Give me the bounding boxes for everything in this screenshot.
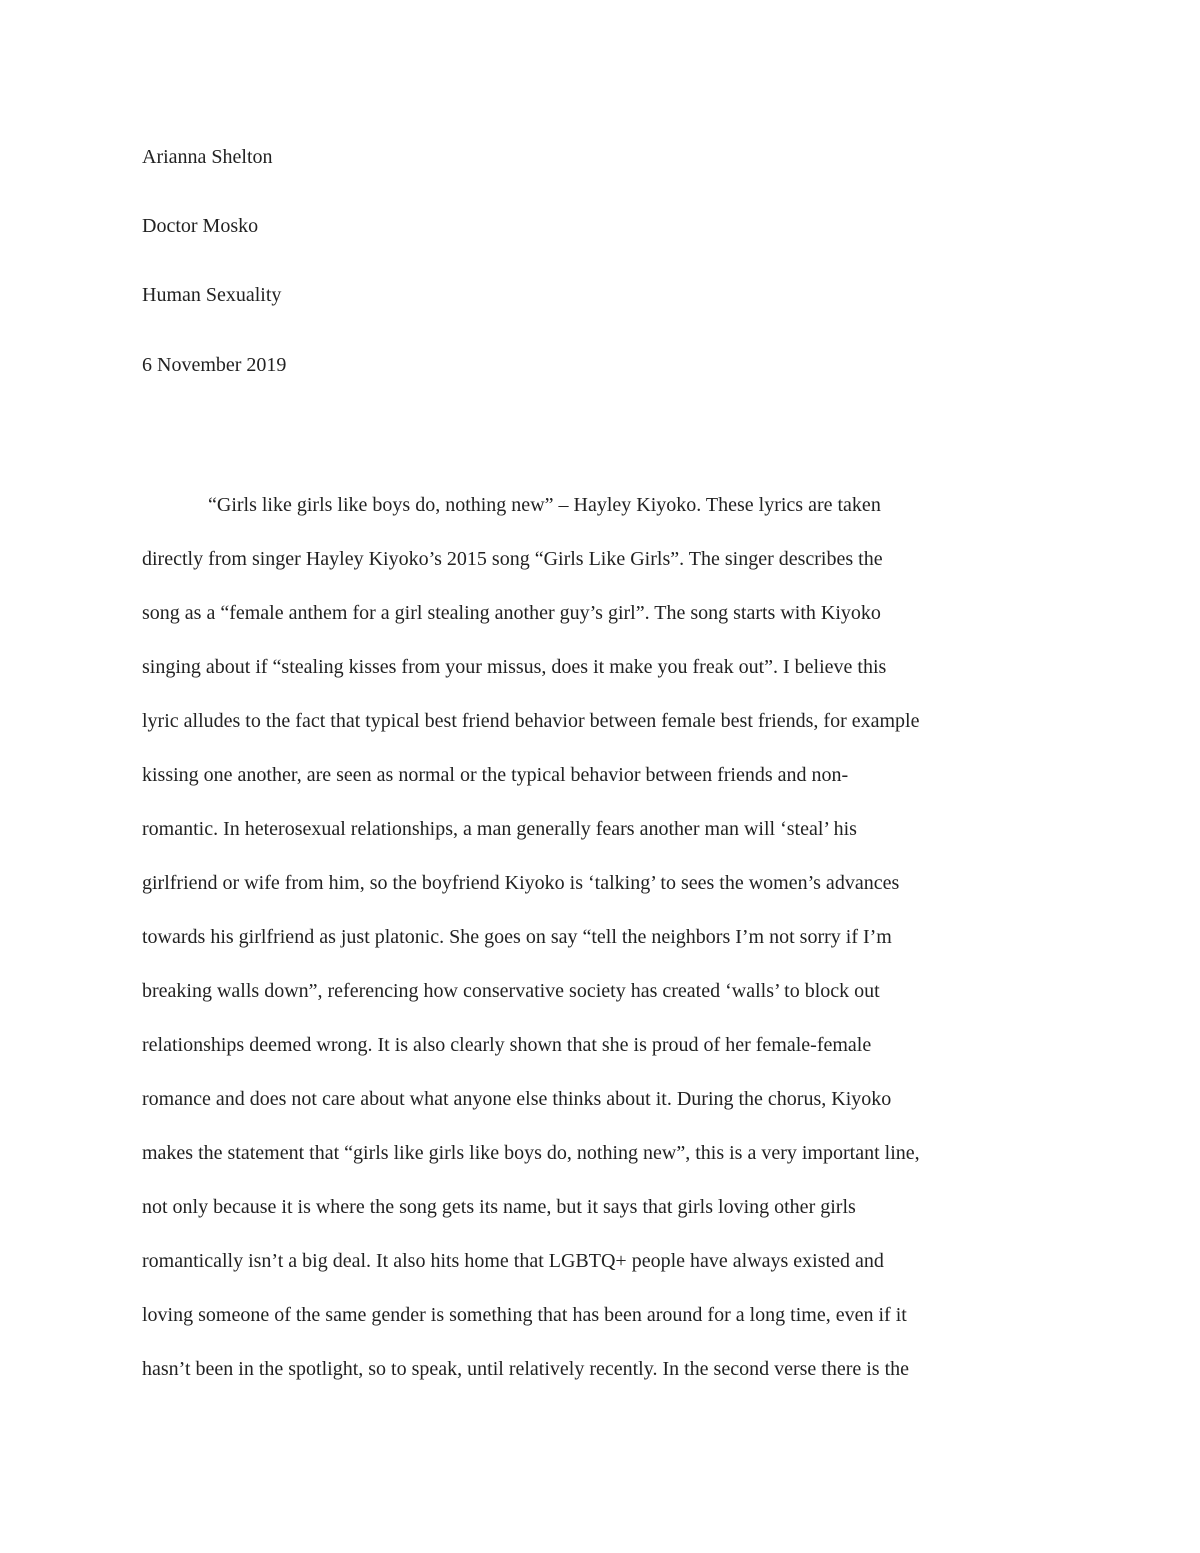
paragraph-line: towards his girlfriend as just platonic. She goes on say “tell the neighbors I’m not sorry if I’m [142, 926, 892, 948]
author-name: Arianna Shelton [142, 146, 273, 168]
paragraph-line: directly from singer Hayley Kiyoko’s 2015 song “Girls Like Girls”. The singer describes the [142, 548, 883, 570]
paragraph-line: kissing one another, are seen as normal or the typical behavior between friends and non- [142, 764, 849, 786]
paragraph-line: lyric alludes to the fact that typical best friend behavior between female best friends, for example [142, 710, 920, 732]
paragraph-line: song as a “female anthem for a girl stealing another guy’s girl”. The song starts with Kiyoko [142, 602, 881, 624]
paragraph-line: loving someone of the same gender is something that has been around for a long time, even if it [142, 1304, 907, 1326]
paragraph-line: makes the statement that “girls like girls like boys do, nothing new”, this is a very important line, [142, 1142, 920, 1164]
paragraph-line: not only because it is where the song gets its name, but it says that girls loving other girls [142, 1196, 856, 1218]
course-name: Human Sexuality [142, 284, 282, 306]
paragraph-line: breaking walls down”, referencing how conservative society has created ‘walls’ to block out [142, 980, 880, 1002]
paragraph-line: “Girls like girls like boys do, nothing new” – Hayley Kiyoko. These lyrics are taken [208, 494, 881, 516]
paragraph-line: romance and does not care about what anyone else thinks about it. During the chorus, Kiyoko [142, 1088, 892, 1110]
paragraph-line: relationships deemed wrong. It is also clearly shown that she is proud of her female-female [142, 1034, 872, 1056]
date: 6 November 2019 [142, 354, 287, 376]
paragraph-line: singing about if “stealing kisses from your missus, does it make you freak out”. I believe this [142, 656, 887, 678]
paragraph-line: girlfriend or wife from him, so the boyfriend Kiyoko is ‘talking’ to sees the women’s advances [142, 872, 900, 894]
paragraph-line: hasn’t been in the spotlight, so to speak, until relatively recently. In the second verse there is the [142, 1358, 910, 1380]
instructor-name: Doctor Mosko [142, 215, 259, 237]
paragraph-line: romantically isn’t a big deal. It also hits home that LGBTQ+ people have always existed and [142, 1250, 884, 1272]
paragraph-line: romantic. In heterosexual relationships, a man generally fears another man will ‘steal’ his [142, 818, 857, 840]
